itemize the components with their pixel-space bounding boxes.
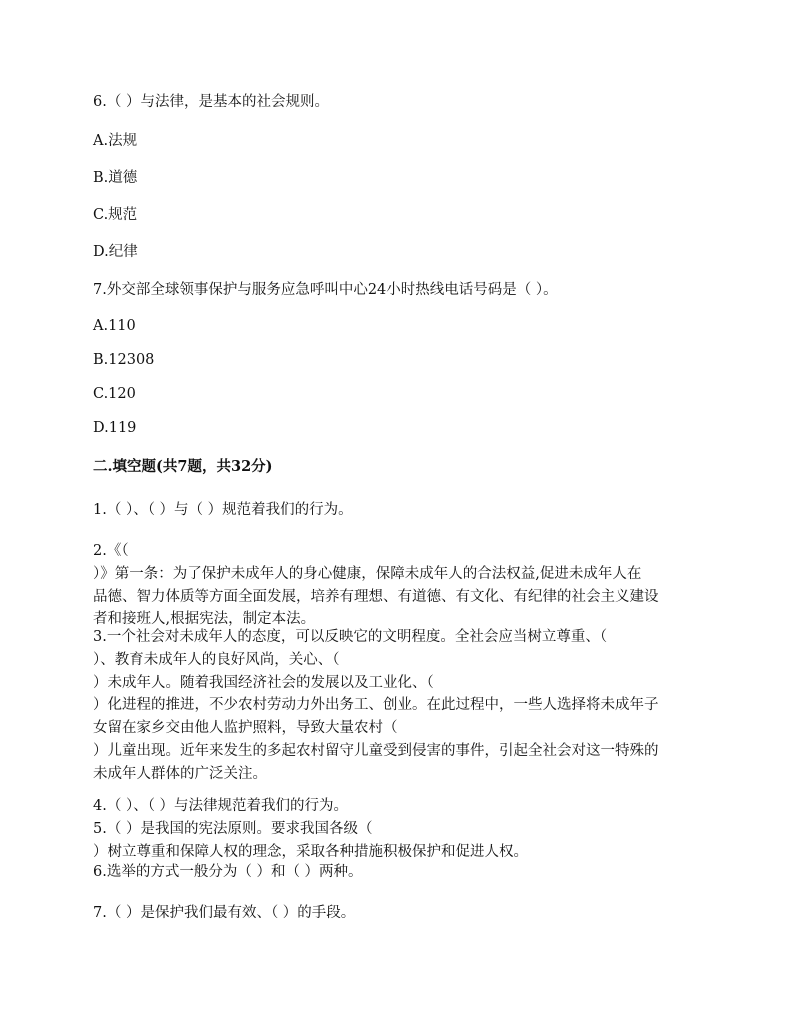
fill-question-3-line: ）未成年人。随着我国经济社会的发展以及工业化、（ (93, 674, 434, 691)
fill-question-2-line: 者和接班人,根据宪法，制定本法。 (93, 611, 316, 628)
fill-question-4: 4.（ ）、（ ）与法律规范着我们的行为。 (93, 798, 349, 814)
fill-question-2-line: 品德、智力体质等方面全面发展，培养有理想、有道德、有文化、有纪律的社会主义建设 (93, 588, 659, 605)
question-7-option-c: C.120 (93, 386, 136, 402)
question-6-option-a: A.法规 (93, 133, 138, 149)
fill-question-5 (93, 818, 713, 864)
question-6-option-c: C.规范 (93, 207, 138, 223)
fill-question-3-line: 未成年人群体的广泛关注。 (93, 765, 267, 782)
fill-question-3 (93, 626, 713, 786)
question-7-option-d: D.119 (93, 420, 137, 436)
question-6-stem: 6.（ ）与法律，是基本的社会规则。 (93, 94, 329, 110)
section-title-fill-in: 二.填空题(共7题，共32分) (93, 458, 273, 475)
fill-question-3-line: ）化进程的推进，不少农村劳动力外出务工、创业。在此过程中，一些人选择将未成年子 (93, 697, 659, 714)
fill-question-3-line: ）、教育未成年人的良好风尚，关心、（ (93, 651, 340, 668)
fill-question-5-line: 5.（ ）是我国的宪法原则。要求我国各级（ (93, 821, 373, 837)
fill-question-7: 7.（ ）是保护我们最有效、（ ）的手段。 (93, 905, 356, 921)
fill-question-2-line: 2.《（ (93, 543, 129, 559)
question-7-option-b: B.12308 (93, 352, 155, 368)
fill-question-6: 6.选举的方式一般分为（ ）和（ ）两种。 (93, 864, 363, 880)
fill-question-3-line: 3.一个社会对未成年人的态度，可以反映它的文明程度。全社会应当树立尊重、（ (93, 629, 608, 645)
fill-question-2 (93, 540, 713, 631)
question-6-option-d: D.纪律 (93, 244, 138, 260)
fill-question-5-line: ）树立尊重和保障人权的理念，采取各种措施积极保护和促进人权。 (93, 843, 528, 860)
fill-question-1: 1.（ ）、（ ）与（ ）规范着我们的行为。 (93, 502, 353, 518)
fill-question-3-line: 女留在家乡交由他人监护照料，导致大量农村（ (93, 720, 398, 737)
question-6-option-b: B.道德 (93, 170, 138, 186)
fill-question-2-line: ）》第一条：为了保护未成年人的身心健康，保障未成年人的合法权益,促进未成年人在 (93, 565, 642, 582)
question-7-stem: 7.外交部全球领事保护与服务应急呼叫中心24小时热线电话号码是（ ）。 (93, 282, 558, 298)
fill-question-3-line: ）儿童出现。近年来发生的多起农村留守儿童受到侵害的事件，引起全社会对这一特殊的 (93, 742, 659, 759)
question-7-option-a: A.110 (93, 318, 136, 334)
